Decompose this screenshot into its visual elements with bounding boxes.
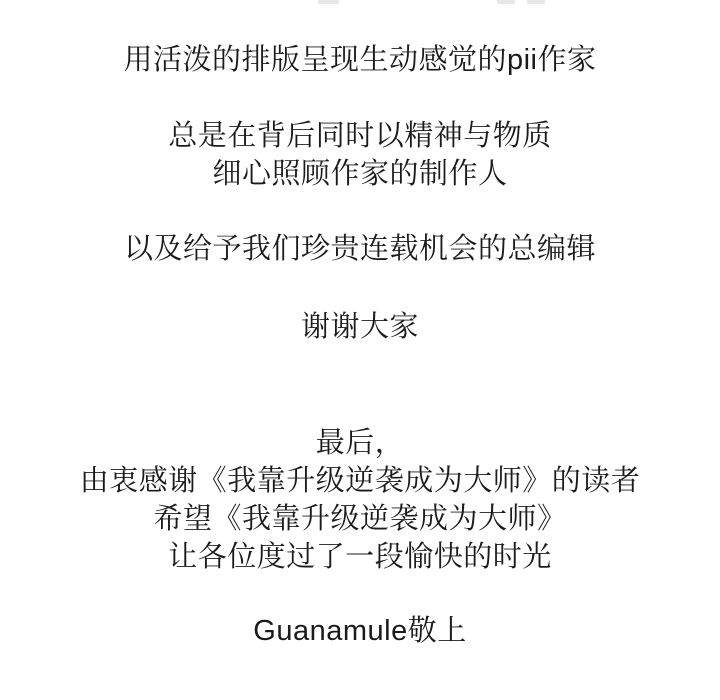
thanks-everyone-line: 谢谢大家: [300, 311, 419, 343]
producer-credit-paragraph: [0, 117, 720, 193]
author-credit-line: 用活泼的排版呈现生动感觉的pii作家: [123, 44, 597, 76]
signature-line: Guanamule敬上: [253, 615, 467, 647]
final-thanks-line-2: 由衷感谢《我靠升级逆袭成为大师》的读者: [79, 465, 641, 497]
cutoff-text-fragment: [318, 0, 339, 4]
author-credit-paragraph: [0, 41, 720, 79]
editor-credit-paragraph: [0, 230, 720, 268]
final-thanks-line-4: 让各位度过了一段愉快的时光: [168, 541, 552, 573]
cutoff-text-fragment: [527, 0, 545, 4]
cutoff-text-fragment: [497, 0, 515, 4]
final-thanks-line-3: 希望《我靠升级逆袭成为大师》: [153, 503, 567, 535]
producer-credit-line-1: 总是在背后同时以精神与物质: [168, 120, 552, 152]
signature-paragraph: [0, 612, 720, 650]
final-thanks-line-1: 最后，: [315, 427, 405, 459]
editor-credit-line: 以及给予我们珍贵连载机会的总编辑: [123, 233, 596, 265]
final-thanks-paragraph: [0, 424, 720, 576]
thanks-everyone-paragraph: [0, 308, 720, 346]
producer-credit-line-2: 细心照顾作家的制作人: [212, 158, 508, 190]
